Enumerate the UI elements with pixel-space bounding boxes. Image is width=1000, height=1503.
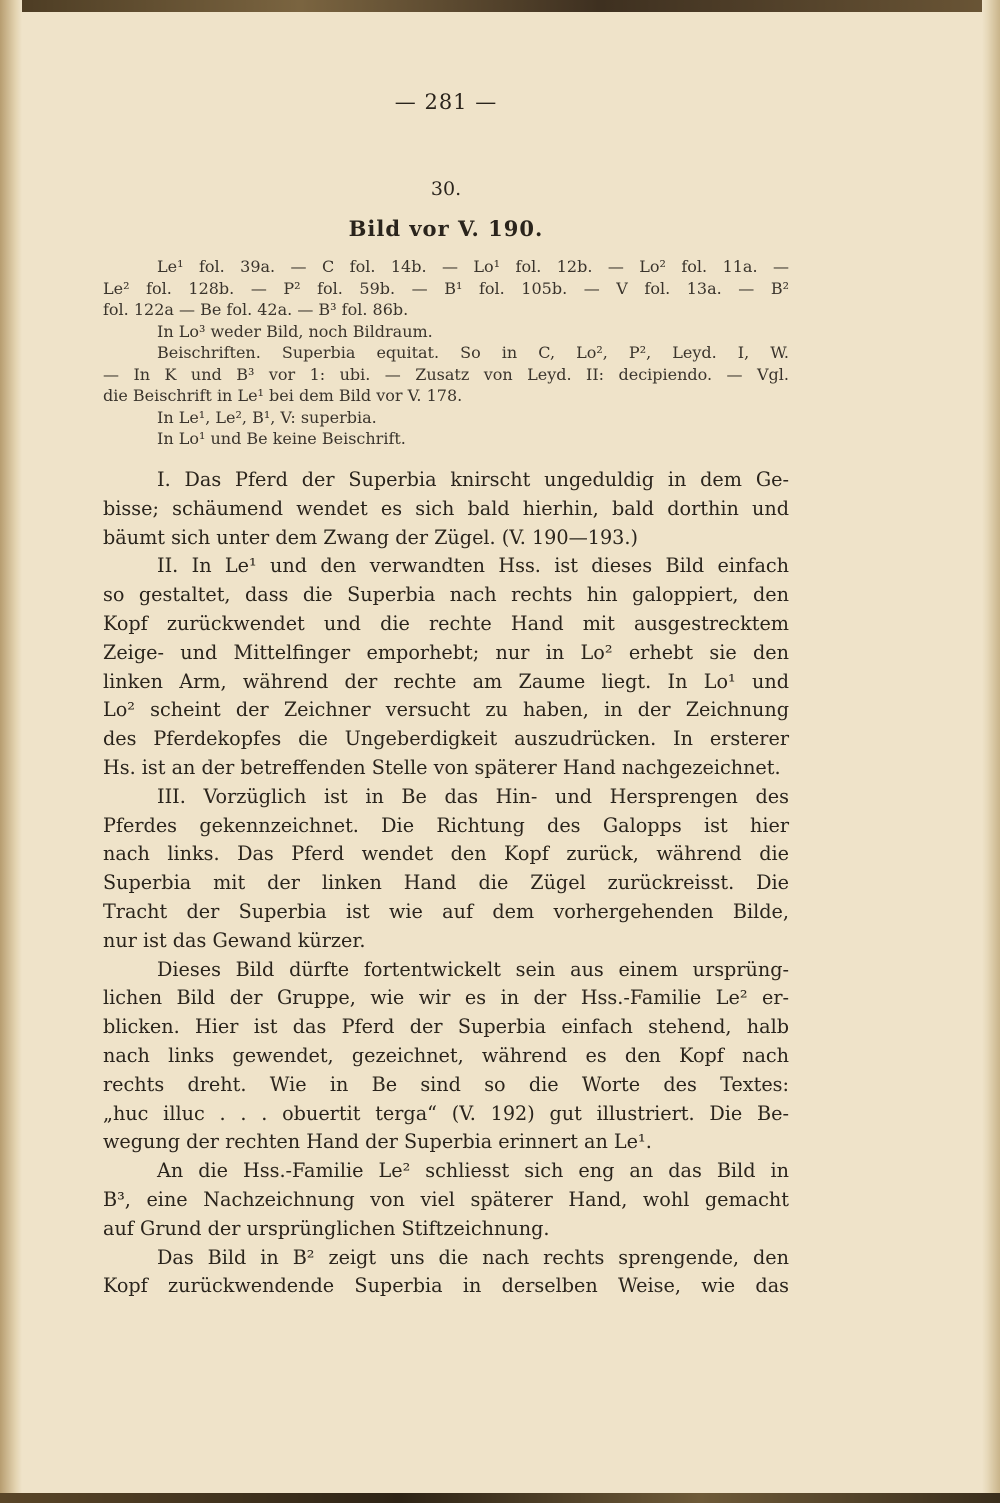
page-edge-right [982,0,1000,1503]
body-line: nach links gewendet, gezeichnet, während es den Kopf nach [103,1043,789,1067]
body-line: Hs. ist an der betreffenden Stelle von späterer Hand nachgezeichnet. [103,755,781,779]
body-line: nur ist das Gewand kürzer. [103,928,366,952]
page-edge-bottom [0,1493,1000,1503]
body-line: Superbia mit der linken Hand die Zügel zurückreisst. Die [103,871,789,895]
body-line: Kopf zurückwendende Superbia in derselben Weise, wie das [103,1274,789,1298]
body-line: rechts dreht. Wie in Be sind so die Worte des Textes: [103,1072,789,1096]
note-line: — In K und B³ vor 1: ubi. — Zusatz von Leyd. II: decipiendo. — Vgl. [103,364,789,384]
body-line: nach links. Das Pferd wendet den Kopf zurück, während die [103,842,789,866]
note-line: In Lo³ weder Bild, noch Bildraum. [157,321,433,341]
page-number: — 281 — [394,90,498,114]
note-line: fol. 122a — Be fol. 42a. — B³ fol. 86b. [103,300,409,319]
body-line: B³, eine Nachzeichnung von viel späterer Hand, wohl gemacht [103,1187,789,1211]
body-line: Pferdes gekennzeichnet. Die Richtung des Galopps ist hier [103,813,789,837]
body-line: Zeige- und Mittelfinger emporhebt; nur in Lo² erhebt sie den [103,640,789,664]
note-line: Beischriften. Superbia equitat. So in C, Lo², P², Leyd. I, W. [157,343,789,362]
body-line: bisse; schäumend wendet es sich bald hierhin, bald dorthin und [103,496,789,520]
body-line: lichen Bild der Gruppe, wie wir es in der Hss.-Familie Le² er- [103,986,789,1010]
source-notes [103,256,789,450]
body-line: Dieses Bild dürfte fortentwickelt sein aus einem ursprüng- [157,957,789,981]
body-line: blicken. Hier ist das Pferd der Superbia einfach stehend, halb [103,1015,789,1039]
note-line: In Le¹, Le², B¹, V: superbia. [157,407,377,427]
body-line: Lo² scheint der Zeichner versucht zu haben, in der Zeichnung [103,698,789,722]
body-text [103,466,789,1301]
body-line: so gestaltet, dass die Superbia nach rechts hin galoppiert, den [103,583,789,607]
body-line: des Pferdekopfes die Ungeberdigkeit auszudrücken. In ersterer [103,727,789,751]
body-line: bäumt sich unter dem Zwang der Zügel. (V. 190—193.) [103,525,638,549]
body-line: An die Hss.-Familie Le² schliesst sich eng an das Bild in [157,1159,789,1183]
body-line: I. Das Pferd der Superbia knirscht ungeduldig in dem Ge- [157,468,789,491]
body-line: Kopf zurückwendet und die rechte Hand mit ausgestrecktem [103,611,789,635]
page-edge-left [0,0,22,1503]
body-line: III. Vorzüglich ist in Be das Hin- und Hersprengen des [157,784,789,808]
body-line: wegung der rechten Hand der Superbia erinnert an Le¹. [103,1130,652,1154]
body-line: linken Arm, während der rechte am Zaume liegt. In Lo¹ und [103,669,789,693]
note-line: In Lo¹ und Be keine Beischrift. [157,429,406,448]
body-line: II. In Le¹ und den verwandten Hss. ist dieses Bild einfach [157,554,789,578]
body-line: „huc illuc . . . obuertit terga“ (V. 192) gut illustriert. Die Be- [103,1101,789,1125]
body-line: Das Bild in B² zeigt uns die nach rechts sprengende, den [157,1245,789,1269]
body-line: auf Grund der ursprünglichen Stiftzeichnung. [103,1216,550,1240]
note-line: die Beischrift in Le¹ bei dem Bild vor V. 178. [103,386,463,405]
section-title: Bild vor V. 190. [348,216,544,241]
section-number: 30. [430,178,462,200]
body-line: Tracht der Superbia ist wie auf dem vorhergehenden Bilde, [103,899,789,923]
page-edge-top [0,0,1000,12]
note-line: Le¹ fol. 39a. — C fol. 14b. — Lo¹ fol. 12b. — Lo² fol. 11a. — [157,257,789,276]
note-line: Le² fol. 128b. — P² fol. 59b. — B¹ fol. 105b. — V fol. 13a. — B² [103,278,789,298]
